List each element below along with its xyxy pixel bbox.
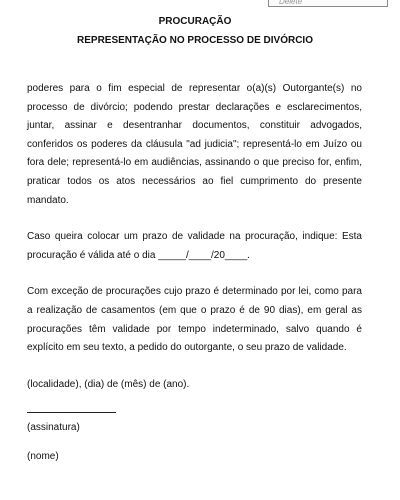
document-subtitle: REPRESENTAÇÃO NO PROCESSO DE DIVÓRCIO [77, 35, 313, 46]
powers-paragraph: poderes para o fim especial de representar o(a)(s) Outorgante(s) no processo de divórcio; podendo prestar declarações e esclarecimentos, juntar, assinar e desentranhar documentos, constituir advogados, conferidos os poderes da cláusula "ad judicia"; representá-lo em Juízo ou fora dele; representá-lo em audiências, assinando o que preciso for, enfim, praticar todos os atos necessários ao fiel cumprimento do presente mandato. [27, 83, 362, 206]
document-body [27, 80, 362, 467]
place-date-line: (localidade), (dia) de (mês) de (ano). [27, 378, 190, 390]
validity-paragraph: Caso queira colocar um prazo de validade na procuração, indique: Esta procuração é válida até o dia _____/____/20____. [27, 231, 362, 261]
name-label: (nome) [27, 450, 59, 462]
document-title: PROCURAÇÃO [158, 16, 232, 27]
exception-paragraph: Com exceção de procurações cujo prazo é determinado por lei, como para a realização de casamentos (em que o prazo é de 90 dias), em geral as procurações têm validade por tempo indeterminado, salvo quando é explícito em seu texto, a pedido do outorgante, o seu prazo de validade. [27, 286, 362, 354]
delete-stamp[interactable]: Delete [268, 0, 388, 7]
signature-label: (assinatura) [27, 422, 80, 434]
signature-line [27, 412, 116, 413]
document-header [0, 12, 390, 50]
